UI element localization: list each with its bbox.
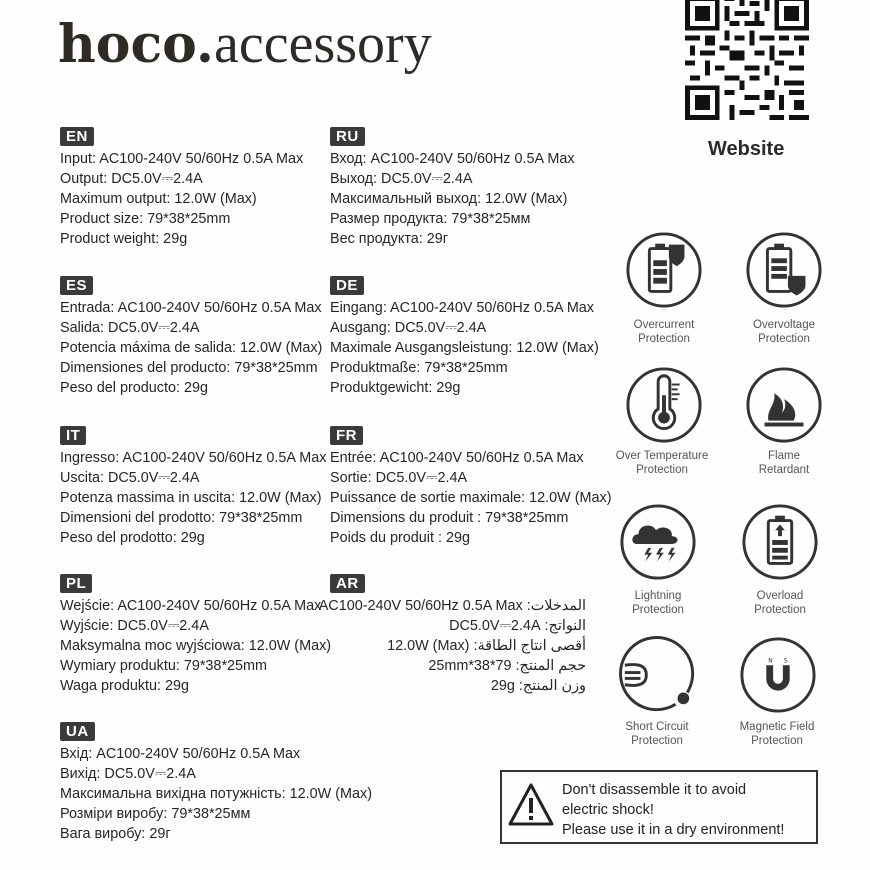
- spec-block-pl: [60, 574, 331, 696]
- spec-line: المدخلات: AC100-240V 50/60Hz 0.5A Max: [318, 598, 586, 614]
- spec-block-it: [60, 426, 326, 548]
- spec-block-ar: [318, 574, 586, 696]
- spec-line: Wejście: AC100-240V 50/60Hz 0.5A Max: [60, 598, 322, 614]
- lang-tag: DE: [330, 276, 364, 295]
- qr-caption: Website: [708, 138, 785, 160]
- spec-block-fr: [330, 426, 612, 548]
- spec-line: Produktgewicht: 29g: [330, 380, 461, 396]
- spec-block-en: [60, 127, 303, 249]
- spec-line: Розміри виробу: 79*38*25мм: [60, 806, 251, 822]
- warning-text: Don't disassemble it to avoid electric shock! Please use it in a dry environment!: [562, 782, 785, 838]
- spec-line: Eingang: AC100-240V 50/60Hz 0.5A Max: [330, 300, 595, 316]
- spec-line: Output: DC5.0V⎓2.4A: [60, 171, 203, 187]
- flame-label: Flame Retardant: [758, 450, 810, 476]
- spec-line: Максимальна вихідна потужність: 12.0W (Max): [60, 786, 373, 802]
- spec-line: Peso del prodotto: 29g: [60, 530, 205, 546]
- spec-line: Uscita: DC5.0V⎓2.4A: [60, 470, 200, 486]
- spec-line: Wyjście: DC5.0V⎓2.4A: [60, 618, 209, 634]
- spec-line: Entrée: AC100-240V 50/60Hz 0.5A Max: [330, 450, 584, 466]
- spec-line: Salida: DC5.0V⎓2.4A: [60, 320, 200, 336]
- spec-line: Product size: 79*38*25mm: [60, 211, 231, 227]
- spec-line: Waga produktu: 29g: [60, 678, 190, 694]
- lightning-icon: [619, 503, 697, 581]
- thermometer-icon: [625, 366, 703, 444]
- lang-tag: PL: [60, 574, 92, 593]
- qr-code: [683, 0, 811, 120]
- brand-logo: hoco.accessory: [58, 13, 432, 75]
- overload-label: Overload Protection: [754, 590, 806, 616]
- spec-line: Sortie: DC5.0V⎓2.4A: [330, 470, 468, 486]
- spec-line: Potenza massima in uscita: 12.0W (Max): [60, 490, 322, 506]
- spec-line: Potencia máxima de salida: 12.0W (Max): [60, 340, 323, 356]
- spec-line: Максимальный выход: 12.0W (Max): [330, 191, 568, 207]
- magnet-icon: [739, 636, 817, 714]
- spec-block-ua: [60, 722, 372, 844]
- spec-line: Maximale Ausgangsleistung: 12.0W (Max): [330, 340, 599, 356]
- spec-line: Peso del producto: 29g: [60, 380, 209, 396]
- spec-line: Выход: DC5.0V⎓2.4A: [330, 171, 473, 187]
- spec-line: Maximum output: 12.0W (Max): [60, 191, 257, 207]
- svg-text:N: N: [768, 658, 773, 665]
- lightning-label: Lightning Protection: [632, 590, 684, 616]
- lang-tag: ES: [60, 276, 93, 295]
- safety-warning: [500, 770, 818, 844]
- magnetic-field-label: Magnetic Field Protection: [739, 721, 815, 747]
- lang-tag: EN: [60, 127, 94, 146]
- overload-icon: [741, 503, 819, 581]
- spec-line: Product weight: 29g: [60, 231, 188, 247]
- spec-line: Poids du produit : 29g: [330, 530, 471, 546]
- spec-line: Dimensions du produit : 79*38*25mm: [330, 510, 569, 526]
- short-circuit-label: Short Circuit Protection: [625, 721, 689, 747]
- overcurrent-label: Overcurrent Protection: [633, 319, 695, 345]
- spec-line: Wymiary produktu: 79*38*25mm: [60, 658, 268, 674]
- lang-tag: RU: [330, 127, 365, 146]
- spec-line: Ausgang: DC5.0V⎓2.4A: [330, 320, 487, 336]
- lang-tag: IT: [60, 426, 86, 445]
- over-temperature-label: Over Temperature Protection: [615, 450, 709, 476]
- overcurrent-icon: [625, 231, 703, 309]
- lang-tag: AR: [330, 574, 365, 593]
- spec-line: Вход: AC100-240V 50/60Hz 0.5A Max: [330, 151, 575, 167]
- spec-block-es: [60, 276, 322, 398]
- spec-block-de: [330, 276, 599, 398]
- spec-line: Ingresso: AC100-240V 50/60Hz 0.5A Max: [60, 450, 327, 466]
- spec-line: Dimensiones del producto: 79*38*25mm: [60, 360, 318, 376]
- spec-line: Input: AC100-240V 50/60Hz 0.5A Max: [60, 151, 304, 167]
- warning-icon: [508, 782, 554, 828]
- flame-icon: [745, 366, 823, 444]
- spec-line: أقصى انتاج الطاقة: 12.0W (Max): [387, 638, 586, 654]
- overvoltage-icon: [745, 231, 823, 309]
- spec-line: Maksymalna moc wyjściowa: 12.0W (Max): [60, 638, 332, 654]
- spec-line: Dimensioni del prodotto: 79*38*25mm: [60, 510, 303, 526]
- spec-line: Вхід: AC100-240V 50/60Hz 0.5A Max: [60, 746, 301, 762]
- spec-line: النواتج: DC5.0V⎓2.4A: [449, 618, 586, 634]
- svg-text:S: S: [783, 658, 788, 665]
- short-circuit-icon: [619, 636, 697, 714]
- spec-line: Размер продукта: 79*38*25мм: [330, 211, 531, 227]
- overvoltage-label: Overvoltage Protection: [752, 319, 815, 345]
- lang-tag: FR: [330, 426, 363, 445]
- spec-line: Вихід: DC5.0V⎓2.4A: [60, 766, 196, 782]
- spec-line: Вага виробу: 29г: [60, 826, 171, 842]
- spec-line: Вес продукта: 29г: [330, 231, 449, 247]
- spec-line: Produktmaße: 79*38*25mm: [330, 360, 508, 376]
- spec-line: Entrada: AC100-240V 50/60Hz 0.5A Max: [60, 300, 322, 316]
- lang-tag: UA: [60, 722, 95, 741]
- spec-line: وزن المنتج: 29g: [490, 678, 586, 694]
- spec-line: Puissance de sortie maximale: 12.0W (Max): [330, 490, 612, 506]
- spec-line: حجم المنتج: 79*38*25mm: [428, 658, 586, 674]
- spec-block-ru: [330, 127, 575, 249]
